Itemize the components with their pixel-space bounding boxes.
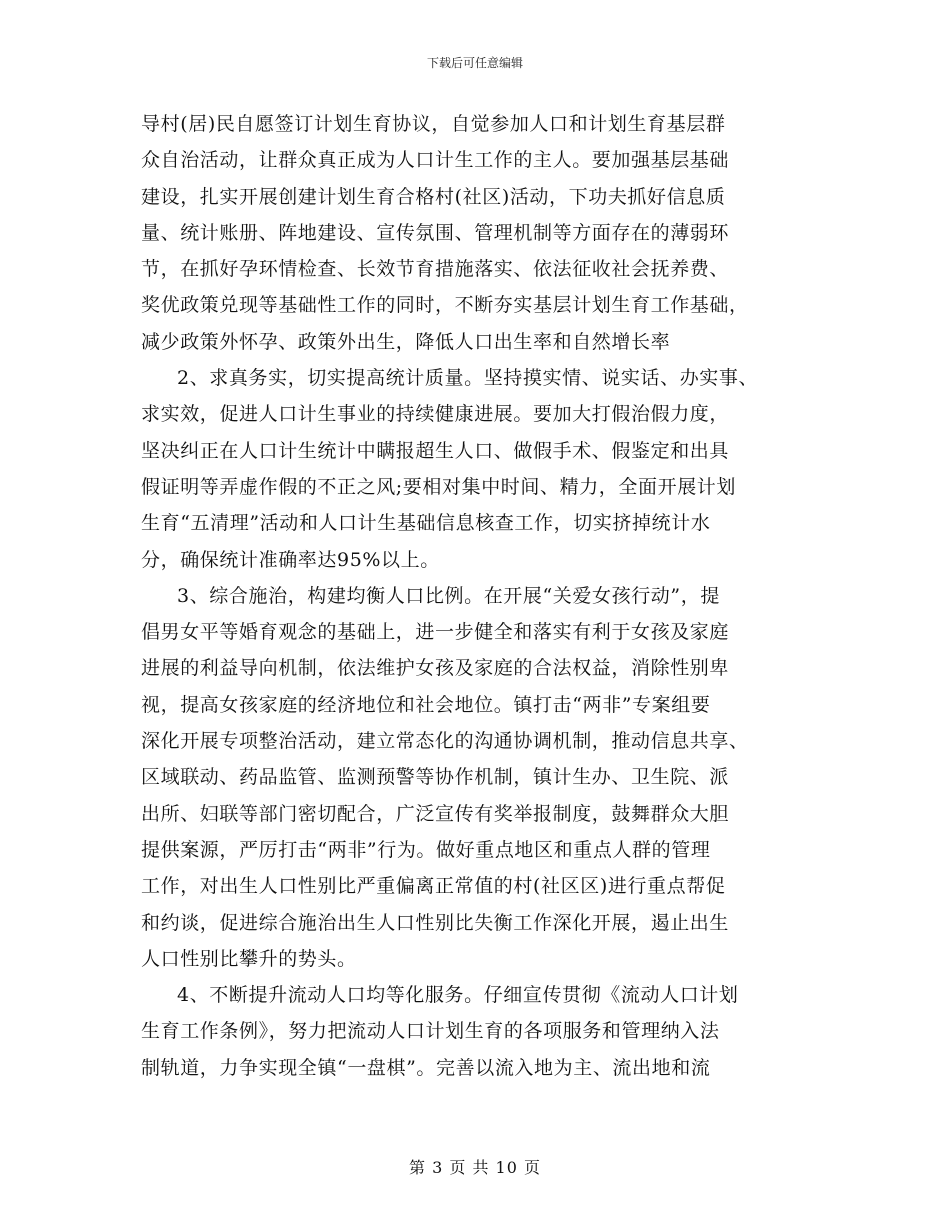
text-line: 坚决纠正在人口计生统计中瞒报超生人口、做假手术、假鉴定和出具 <box>141 439 730 462</box>
text-line: 人口性别比攀升的势头。 <box>141 947 357 970</box>
paragraph-start-line: 3、综合施治，构建均衡人口比例。在开展“关爱女孩行动”，提 <box>177 584 720 607</box>
paragraph-start-line: 2、求真务实，切实提高统计质量。坚持摸实情、说实话、办实事、 <box>177 367 759 390</box>
text-line: 倡男女平等婚育观念的基础上，进一步健全和落实有利于女孩及家庭 <box>141 621 730 644</box>
text-line: 求实效，促进人口计生事业的持续健康进展。要加大打假治假力度， <box>141 403 730 426</box>
text-line: 分，确保统计准确率达95%以上。 <box>141 548 440 571</box>
text-line: 奖优政策兑现等基础性工作的同时，不断夯实基层计划生育工作基础， <box>141 294 749 317</box>
text-line: 减少政策外怀孕、政策外出生，降低人口出生率和自然增长率 <box>141 330 671 353</box>
text-line: 节，在抓好孕环情检查、长效节育措施落实、依法征收社会抚养费、 <box>141 258 730 281</box>
text-line: 制轨道，力争实现全镇“一盘棋”。完善以流入地为主、流出地和流 <box>141 1056 711 1079</box>
text-line: 生育工作条例》，努力把流动人口计划生育的各项服务和管理纳入法 <box>141 1020 720 1043</box>
text-line: 视，提高女孩家庭的经济地位和社会地位。镇打击“两非”专案组要 <box>141 693 711 716</box>
text-line: 导村(居)民自愿签订计划生育协议，自觉参加人口和计划生育基层群 <box>141 113 726 135</box>
text-line: 建设，扎实开展创建计划生育合格村(社区)活动，下功夫抓好信息质 <box>141 185 726 208</box>
page-header-note: 下载后可任意编辑 <box>426 56 523 70</box>
text-line: 众自治活动，让群众真正成为人口计生工作的主人。要加强基层基础 <box>141 149 730 172</box>
text-line: 假证明等弄虚作假的不正之风;要相对集中时间、精力，全面开展计划 <box>141 475 737 498</box>
text-line: 进展的利益导向机制，依法维护女孩及家庭的合法权益，消除性别卑 <box>141 657 730 680</box>
document-body <box>141 106 831 1086</box>
text-line: 区域联动、药品监管、监测预警等协作机制，镇计生办、卫生院、派 <box>141 766 730 789</box>
paragraph-start-line: 4、不断提升流动人口均等化服务。仔细宣传贯彻《流动人口计划 <box>177 984 739 1007</box>
page-number-footer: 第 3 页 共 10 页 <box>409 1158 541 1177</box>
text-line: 工作，对出生人口性别比严重偏离正常值的村(社区区)进行重点帮促 <box>141 875 726 898</box>
text-line: 深化开展专项整治活动，建立常态化的沟通协调机制，推动信息共享、 <box>141 730 749 753</box>
text-line: 提供案源，严厉打击“两非”行为。做好重点地区和重点人群的管理 <box>141 838 711 861</box>
text-line: 和约谈，促进综合施治出生人口性别比失衡工作深化开展，遏止出生 <box>141 911 730 934</box>
text-line: 量、统计账册、阵地建设、宣传氛围、管理机制等方面存在的薄弱环 <box>141 221 730 244</box>
text-line: 出所、妇联等部门密切配合，广泛宣传有奖举报制度，鼓舞群众大胆 <box>141 802 730 825</box>
text-line: 生育“五清理”活动和人口计生基础信息核查工作，切实挤掉统计水 <box>141 512 711 535</box>
